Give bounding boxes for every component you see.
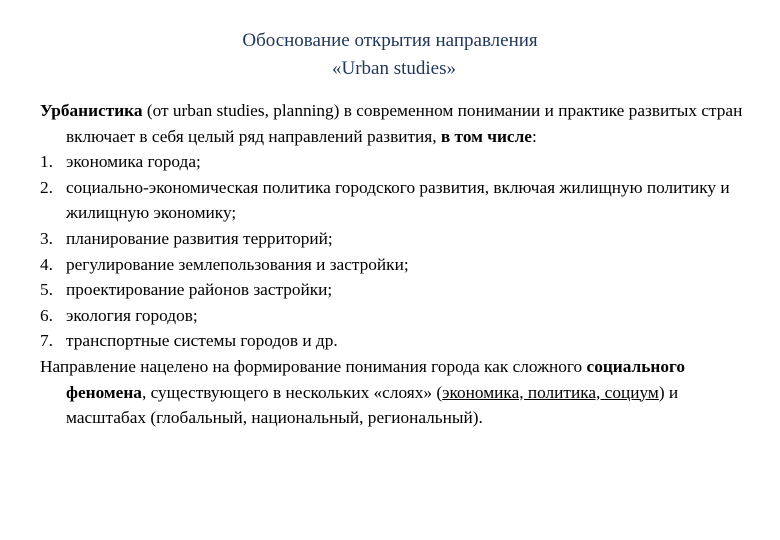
list-number: 7. bbox=[40, 331, 53, 351]
list-text: планирование развития территорий; bbox=[66, 228, 333, 248]
list-text: регулирование землепользования и застройки; bbox=[66, 254, 409, 274]
list-number: 2. bbox=[40, 177, 53, 197]
closing-text-c: ) и масштабах (глобальный, национальный, региональный). bbox=[66, 382, 679, 428]
list-item-2 bbox=[40, 175, 760, 226]
list-item-5 bbox=[40, 277, 760, 303]
intro-text-a: (от urban studies, planning) в современном понимании и практике развитых стран включает в себя целый ряд направлений развития, bbox=[66, 101, 743, 146]
intro-text-b: : bbox=[531, 126, 537, 146]
list-number: 6. bbox=[40, 305, 53, 325]
intro-emphasis-a: в том bbox=[440, 126, 483, 146]
closing-text-a: Направление нацелено на формирование понимания города как сложного bbox=[40, 356, 587, 376]
list-number: 4. bbox=[40, 254, 53, 274]
list-item-7 bbox=[40, 328, 760, 354]
list-number: 3. bbox=[40, 228, 53, 248]
intro-paragraph bbox=[40, 98, 760, 149]
list-text: экология городов; bbox=[66, 305, 198, 325]
slide-body bbox=[40, 98, 760, 431]
list-number: 5. bbox=[40, 280, 53, 300]
list-text: экономика города; bbox=[66, 152, 201, 172]
title-line-2: «Urban studies» bbox=[331, 58, 456, 79]
list-item-3 bbox=[40, 226, 760, 252]
list-text: социально-экономическая политика городского развития, включая жилищную политику и жилищную экономику; bbox=[66, 177, 730, 223]
list-item-4 bbox=[40, 252, 760, 278]
slide-title bbox=[0, 27, 780, 83]
closing-bold-term: социального феномена bbox=[66, 356, 686, 402]
closing-paragraph bbox=[40, 354, 760, 431]
list-item-1 bbox=[40, 149, 760, 175]
list-number: 1. bbox=[40, 152, 53, 172]
title-line-1: Обоснование открытия направления bbox=[242, 30, 538, 51]
list-text: транспортные системы городов и др. bbox=[66, 331, 338, 351]
list-item-6 bbox=[40, 303, 760, 329]
closing-text-b: , существующего в нескольких «слоях» ( bbox=[141, 382, 443, 402]
list-text: проектирование районов застройки; bbox=[66, 280, 333, 300]
closing-underlined-layers: экономика, политика, социум bbox=[442, 382, 659, 402]
intro-term: Урбанистика bbox=[40, 101, 143, 120]
intro-emphasis-b: числе bbox=[487, 126, 532, 146]
